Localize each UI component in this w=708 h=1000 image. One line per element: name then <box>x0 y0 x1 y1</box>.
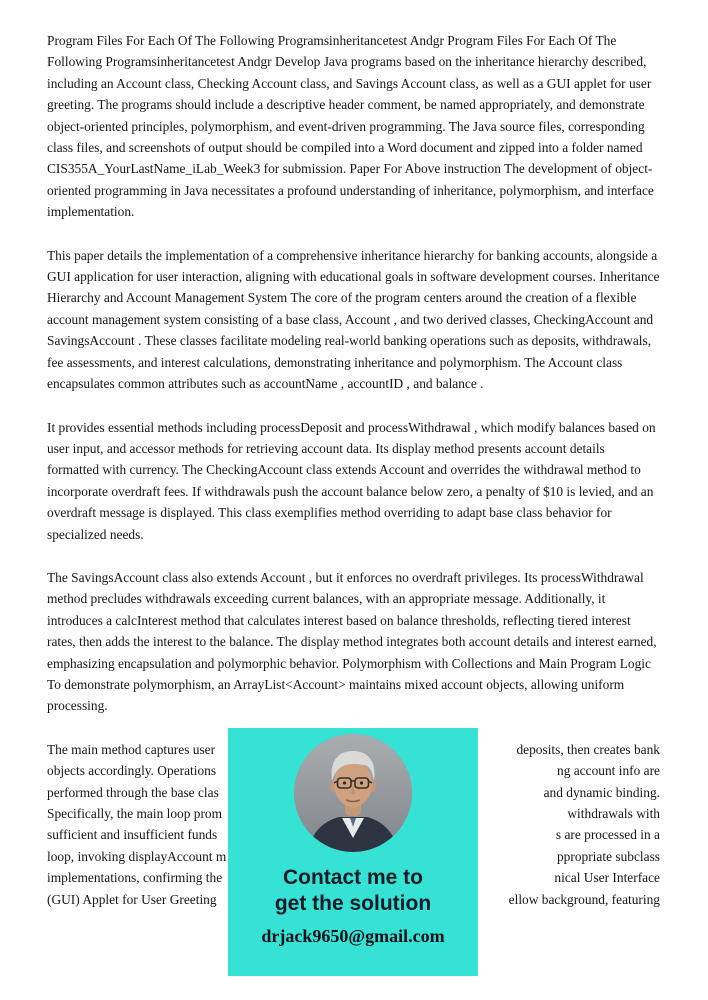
line-left-fragment: performed through the base clas <box>47 784 219 800</box>
paragraph-1: Program Files For Each Of The Following Programsinheritancetest Andgr Program Files For Each Of The Following Programsinheritancetest Andgr Develop Java programs based on the inheritance hierarchy described, including an Account class, Checking Account class, and Savings Account class, as well as a GUI applet for user greeting. The programs should include a descriptive header comment, be named appropriately, and demonstrate object-oriented principles, polymorphism, and event-driven programming. The Java source files, corresponding class files, and screenshots of output should be compiled into a Word document and zipped into a folder named CIS355A_YourLastName_iLab_Week3 for submission. Paper For Above instruction The development of object-oriented programming in Java necessitates a profound understanding of inheritance, polymorphism, and interface implementation. <box>47 33 654 220</box>
line-right-fragment: ellow background, featuring <box>508 891 660 907</box>
line-left-fragment: loop, invoking displayAccount m <box>47 848 227 864</box>
line-right-fragment: ppropriate subclass <box>556 848 660 864</box>
tutor-portrait-photo <box>294 734 412 852</box>
line-right-fragment: ng account info are <box>557 763 660 779</box>
paragraph-3: It provides essential methods including processDeposit and processWithdrawal , which modify balances based on user input, and accessor methods for retrieving account data. Its display method presents account details formatted with currency. The CheckingAccount class extends Account and overrides the withdrawal method to incorporate overdraft fees. If withdrawals push the account balance below zero, a penalty of $10 is levied, and an overdraft message is displayed. This class exemplifies method overriding to adapt base class behavior for specialized needs. <box>47 419 656 542</box>
contact-title-line1: Contact me to <box>282 866 423 889</box>
contact-email: drjack9650@gmail.com <box>261 926 445 946</box>
line-left-fragment: objects accordingly. Operations <box>47 763 217 779</box>
line-right-fragment: and dynamic binding. <box>543 784 660 800</box>
line-right-fragment: withdrawals with <box>567 806 660 821</box>
line-left-fragment: implementations, confirming the <box>47 870 223 886</box>
line-right-fragment: deposits, then creates bank <box>516 741 660 757</box>
contact-overlay-card <box>228 728 478 976</box>
contact-title <box>228 865 478 917</box>
line-left-fragment: sufficient and insufficient funds <box>47 827 218 843</box>
line-left-fragment: Specifically, the main loop prom <box>47 806 223 821</box>
portrait-image <box>294 734 412 852</box>
contact-title-line2: get the solution <box>274 892 432 915</box>
line-right-fragment: nical User Interface <box>554 870 660 886</box>
paragraph-4: The SavingsAccount class also extends Account , but it enforces no overdraft privileges. Its processWithdrawal method precludes withdrawals exceeding current balances, with an appropriate message. Additionally, it introduces a calcInterest method that calculates interest based on balance thresholds, reflecting tiered interest rates, then adds the interest to the balance. The display method integrates both account details and interest earned, emphasizing encapsulation and polymorphic behavior. Polymorphism with Collections and Main Program Logic To demonstrate polymorphism, an ArrayList<Account> maintains mixed account objects, allowing uniform processing. <box>47 569 657 714</box>
paragraph-2: This paper details the implementation of a comprehensive inheritance hierarchy for banking accounts, alongside a GUI application for user interaction, aligning with educational goals in software development courses. Inheritance Hierarchy and Account Management System The core of the program centers around the creation of a flexible account management system consisting of a base class, Account , and two derived classes, CheckingAccount and SavingsAccount . These classes facilitate modeling real-world banking operations such as deposits, withdrawals, fee assessments, and interest calculations, demonstrating inheritance and polymorphism. The Account class encapsulates common attributes such as accountName , accountID , and balance . <box>47 247 660 392</box>
line-left-fragment: (GUI) Applet for User Greeting <box>47 891 217 907</box>
line-left-fragment: The main method captures user <box>47 741 216 757</box>
line-right-fragment: s are processed in a <box>555 827 660 843</box>
